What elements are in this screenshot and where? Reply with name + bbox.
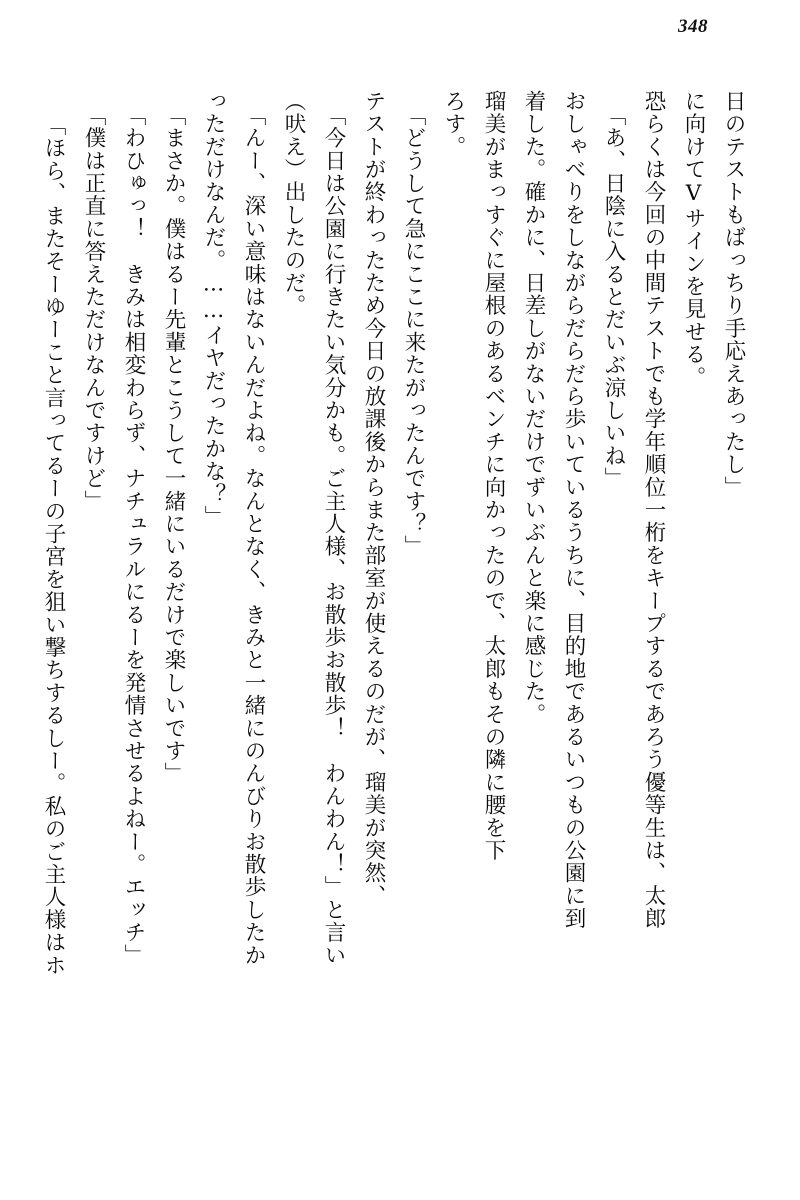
text-column: 「今日は公園に行きたい気分かも。ご主人様、お散歩お散歩！ わんわん！」と言い <box>321 104 346 967</box>
text-column: っただけなんだ。……イヤだったかな？」 <box>201 90 226 529</box>
text-column: 着した。確かに、日差しがないだけでずいぶんと楽に感じた。 <box>521 90 546 726</box>
text-column: 「わひゅっ！ きみは相変わらず、ナチュラルにるーを発情させるよねー。エッチ」 <box>121 104 146 967</box>
text-column: ろす。 <box>441 90 466 159</box>
text-column: 「僕は正直に答えただけなんですけど」 <box>81 104 106 513</box>
text-column: 「ほら、またそーゆーこと言ってるーの子宮を狙い撃ちするしー。私のご主人様はホ <box>41 114 66 977</box>
text-column: 「まさか。僕はるー先輩とこうして一緒にいるだけで楽しいです」 <box>161 104 186 785</box>
text-column: に向けてVサインを見せる。 <box>681 90 706 389</box>
text-column: おしゃべりをしながらだらだら歩いているうちに、目的地であるいつもの公園に到 <box>561 90 586 930</box>
text-column: テストが終わったため今日の放課後からまた部室が使えるのだが、瑠美が突然、 <box>361 90 386 908</box>
text-column: 「あ、日陰に入るとだいぶ涼しいね」 <box>601 104 626 490</box>
text-column: 日のテストもばっちり手応えあったし」 <box>721 90 746 499</box>
text-column: （吠え）出したのだ。 <box>281 90 306 317</box>
text-column: 瑠美がまっすぐに屋根のあるベンチに向かったので、太郎もその隣に腰を下 <box>481 90 506 862</box>
vertical-text-block <box>41 90 746 1150</box>
text-column: 「どうして急にここに来たがったんです？」 <box>401 104 426 558</box>
text-column: 「んー、深い意味はないんだよね。なんとなく、きみと一緒にのんびりお散歩したか <box>241 104 266 967</box>
text-column: 恐らくは今回の中間テストでも学年順位一桁をキープするであろう優等生は、太郎 <box>641 90 666 930</box>
page-number: 348 <box>678 16 708 37</box>
